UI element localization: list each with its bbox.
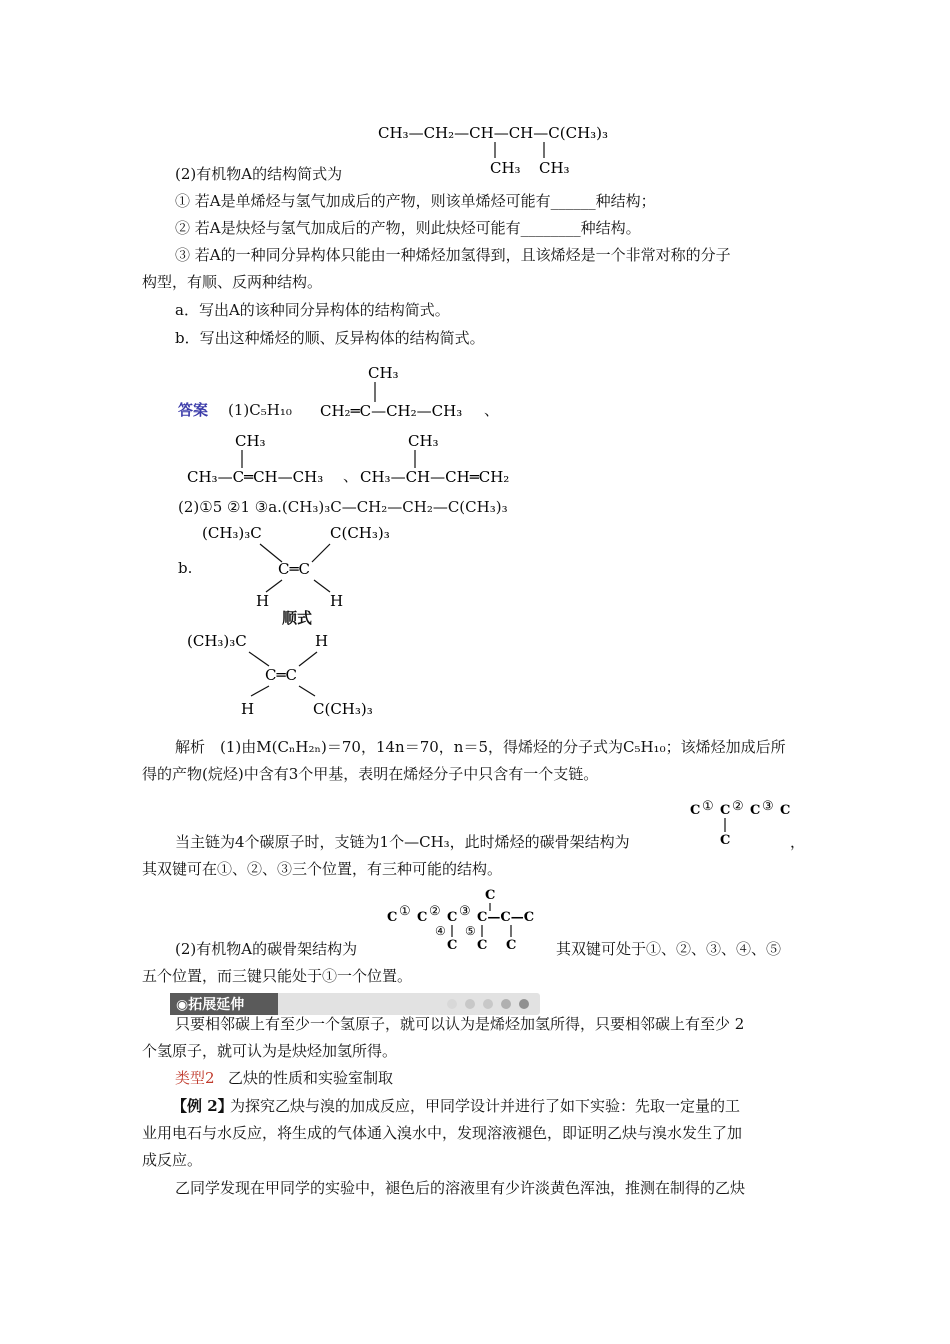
svg-text:C: C — [477, 938, 488, 953]
svg-text:C: C — [417, 910, 428, 925]
answer-sep1: 、 — [484, 401, 500, 419]
analysis-line5-end: 其双键可处于①、②、③、④、⑤ — [556, 940, 782, 958]
svg-text:H: H — [315, 632, 329, 650]
svg-text:C: C — [506, 938, 517, 953]
example2-line2: 业用电石与水反应，将生成的气体通入溴水中，发现溶液褪色，即证明乙炔与溴水发生了加 — [142, 1124, 743, 1142]
svg-text:C: C — [447, 938, 458, 953]
q2-a: a．写出A的该种同分异构体的结构简式。 — [175, 301, 450, 319]
structure-3-methyl-1-butene — [358, 428, 538, 492]
extension-banner-label: ◉拓展延伸 — [176, 997, 245, 1013]
type2-label: 类型2 — [175, 1069, 215, 1087]
svg-text:(CH₃)₃C: (CH₃)₃C — [202, 524, 262, 542]
answer-part1: (1)C₅H₁₀ — [228, 401, 292, 419]
svg-text:CH₃: CH₃ — [539, 159, 570, 177]
analysis-line6: 五个位置，而三键只能处于①一个位置。 — [142, 967, 413, 985]
svg-text:CH₃: CH₃ — [490, 159, 521, 177]
svg-text:C(CH₃)₃: C(CH₃)₃ — [313, 700, 373, 718]
svg-text:(CH₃)₃C: (CH₃)₃C — [187, 632, 247, 650]
svg-text:CH₃—CH₂—CH—CH—C(CH₃)₃: CH₃—CH₂—CH—CH—C(CH₃)₃ — [378, 124, 609, 142]
svg-text:C: C — [720, 833, 731, 848]
trans-structure — [185, 630, 405, 720]
extension-line1: 只要相邻碳上有至少一个氢原子，就可以认为是烯烃加氢所得，只要相邻碳上有至少 2 — [175, 1015, 745, 1033]
svg-text:C: C — [720, 803, 731, 818]
svg-text:④: ④ — [435, 924, 446, 938]
svg-text:CH₂═C—CH₂—CH₃: CH₂═C—CH₂—CH₃ — [320, 402, 463, 420]
svg-text:③: ③ — [762, 799, 774, 814]
svg-text:②: ② — [429, 904, 441, 919]
structure-A — [370, 118, 690, 178]
q2-item2: ② 若A是炔烃与氢气加成后的产物，则此炔烃可能有________种结构。 — [175, 219, 641, 237]
svg-text:②: ② — [732, 799, 744, 814]
q2-b: b．写出这种烯烃的顺、反异构体的结构简式。 — [175, 329, 485, 347]
svg-text:C: C — [387, 910, 398, 925]
svg-text:CH₃—C═CH—CH₃: CH₃—C═CH—CH₃ — [187, 468, 324, 486]
svg-text:C: C — [690, 803, 701, 818]
svg-text:C═C: C═C — [265, 666, 297, 684]
structure-2-methyl-1-butene — [318, 360, 498, 424]
svg-text:CH₃: CH₃ — [235, 432, 266, 450]
type2-title: 乙炔的性质和实验室制取 — [228, 1069, 394, 1087]
svg-text:H: H — [330, 592, 344, 610]
example2-line1: 为探究乙炔与溴的加成反应，甲同学设计并进行了如下实验：先取一定量的工 — [230, 1097, 741, 1115]
svg-text:C: C — [485, 888, 496, 903]
analysis-line2: 得的产物(烷烃)中含有3个甲基，表明在烯烃分子中只含有一个支链。 — [142, 765, 599, 783]
svg-text:①: ① — [702, 799, 714, 814]
answer-label: 答案 — [178, 401, 209, 419]
q2-item1: ① 若A是单烯烃与氢气加成后的产物，则该单烯烃可能有______种结构； — [175, 192, 656, 210]
q2-item3-line2: 构型，有顺、反两种结构。 — [142, 273, 323, 291]
svg-text:CH₃—CH—CH═CH₂: CH₃—CH—CH═CH₂ — [360, 468, 510, 486]
svg-text:CH₃: CH₃ — [368, 364, 399, 382]
svg-text:C(CH₃)₃: C(CH₃)₃ — [330, 524, 390, 542]
structure-2-methyl-2-butene — [185, 428, 355, 492]
answer-b-label: b. — [178, 559, 193, 577]
cis-label: 顺式 — [282, 609, 313, 627]
svg-text:⑤: ⑤ — [465, 924, 476, 938]
svg-text:C: C — [780, 803, 791, 818]
svg-text:③: ③ — [459, 904, 471, 919]
analysis-line4: 其双键可在①、②、③三个位置，有三种可能的结构。 — [142, 860, 503, 878]
answer-sep2: 、 — [343, 467, 359, 485]
svg-text:C═C: C═C — [278, 560, 310, 578]
svg-text:①: ① — [399, 904, 411, 919]
svg-text:H: H — [256, 592, 270, 610]
analysis-line3-end: ， — [790, 833, 806, 851]
example2-line3: 成反应。 — [142, 1151, 203, 1169]
q2-intro: (2)有机物A的结构简式为 — [175, 165, 343, 183]
extension-line2: 个氢原子，就可认为是炔烃加氢所得。 — [142, 1042, 398, 1060]
q2-item3-line1: ③ 若A的一种同分异构体只能由一种烯烃加氢得到，且该烯烃是一个非常对称的分子 — [175, 246, 731, 264]
svg-text:CH₃: CH₃ — [408, 432, 439, 450]
analysis-line5: (2)有机物A的碳骨架结构为 — [175, 940, 358, 958]
svg-text:C—C—C: C—C—C — [477, 910, 535, 925]
carbon-skeleton-A — [385, 885, 555, 957]
svg-text:C: C — [750, 803, 761, 818]
svg-text:H: H — [241, 700, 255, 718]
answer-part2: (2)①5 ②1 ③a.(CH₃)₃C—CH₂—CH₂—C(CH₃)₃ — [178, 498, 508, 516]
extension-banner — [170, 993, 540, 1015]
svg-text:C: C — [447, 910, 458, 925]
analysis-line1: 解析 (1)由M(CₙH₂ₙ)＝70，14n＝70，n＝5，得烯烃的分子式为C₅H₁₀；该烯烃加成后所 — [175, 738, 786, 756]
analysis-line3: 当主链为4个碳原子时，支链为1个—CH₃，此时烯烃的碳骨架结构为 — [175, 833, 630, 851]
example2-line4: 乙同学发现在甲同学的实验中，褪色后的溶液里有少许淡黄色浑浊，推测在制得的乙炔 — [175, 1179, 746, 1197]
example2-label: 【例 2】 — [172, 1097, 233, 1115]
